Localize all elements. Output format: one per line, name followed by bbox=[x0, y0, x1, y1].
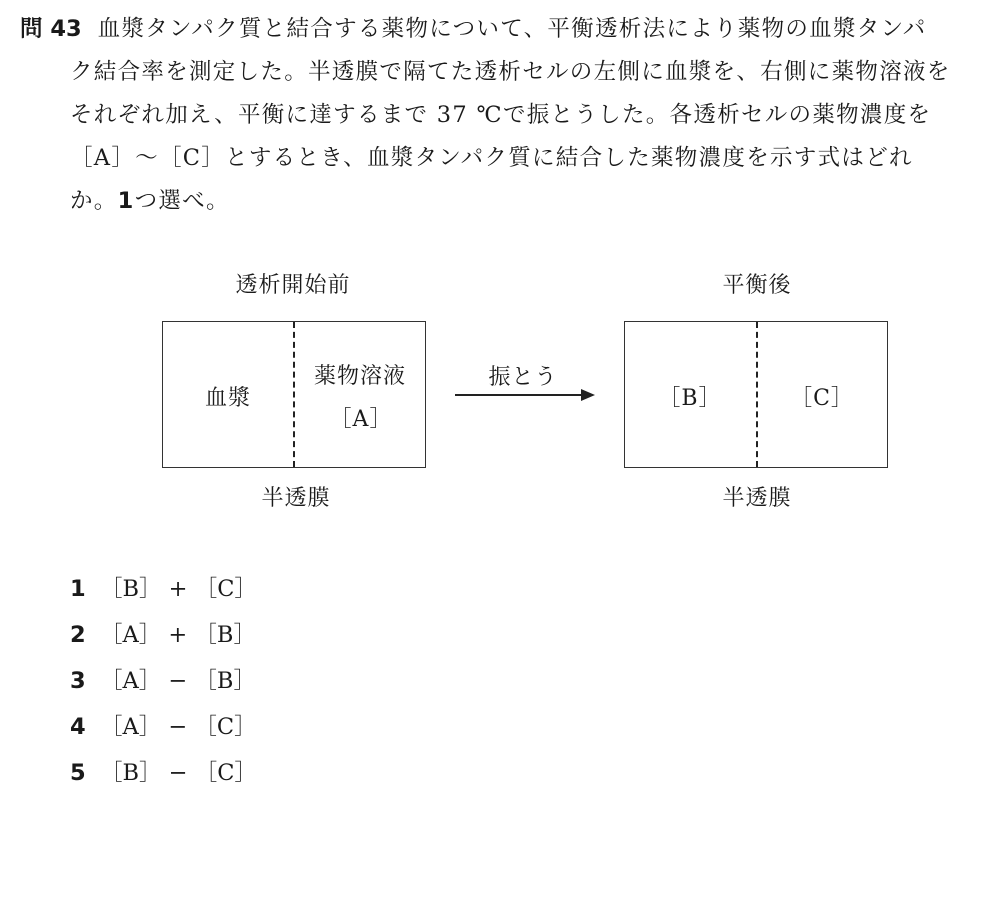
after-membrane-label: 半透膜 bbox=[722, 486, 792, 511]
option-text: ［A］ − ［B］ bbox=[100, 668, 256, 694]
option-number: 2 bbox=[70, 622, 86, 648]
question-text-1: 血漿タンパク質と結合する薬物について、平衡透析法により薬物の血漿タンパ bbox=[97, 16, 927, 42]
question-line-1 bbox=[20, 8, 988, 51]
option-number: 3 bbox=[70, 668, 86, 694]
before-right-drug-solution: 薬物溶液 bbox=[313, 364, 407, 389]
shaking-label: 振とう bbox=[488, 365, 558, 390]
question-line-2: ク結合率を測定した。半透膜で隔てた透析セルの左側に血漿を、右側に薬物溶液を bbox=[70, 59, 951, 85]
option-4[interactable] bbox=[70, 704, 257, 750]
after-membrane-line bbox=[756, 322, 758, 467]
question-line-4: ［A］～［C］とするとき、血漿タンパク質に結合した薬物濃度を示す式はどれ bbox=[70, 145, 913, 171]
question-number: 問 43 bbox=[20, 16, 82, 42]
option-5[interactable] bbox=[70, 750, 257, 796]
option-text: ［B］ − ［C］ bbox=[100, 760, 257, 786]
answer-options bbox=[70, 566, 257, 796]
option-number: 5 bbox=[70, 760, 86, 786]
after-cell bbox=[624, 321, 888, 468]
before-cell bbox=[162, 321, 426, 468]
question-line-3: それぞれ加え、平衡に達するまで 37 ℃で振とうした。各透析セルの薬物濃度を bbox=[70, 102, 932, 128]
question-line-5 bbox=[20, 180, 988, 223]
arrow-right-icon bbox=[455, 385, 597, 405]
before-left-plasma: 血漿 bbox=[204, 386, 252, 411]
option-text: ［A］ − ［C］ bbox=[100, 714, 257, 740]
option-number: 1 bbox=[70, 576, 86, 602]
question-block bbox=[20, 8, 988, 223]
after-right-conc-c: ［C］ bbox=[790, 386, 854, 411]
before-title: 透析開始前 bbox=[235, 273, 351, 298]
question-select-count: 1 bbox=[117, 188, 135, 214]
option-3[interactable] bbox=[70, 658, 257, 704]
after-left-conc-b: ［B］ bbox=[658, 386, 722, 411]
after-title: 平衡後 bbox=[722, 273, 792, 298]
option-text: ［B］ + ［C］ bbox=[100, 576, 257, 602]
option-number: 4 bbox=[70, 714, 86, 740]
option-2[interactable] bbox=[70, 612, 257, 658]
question-text-5b: つ選べ。 bbox=[134, 188, 230, 214]
before-membrane-line bbox=[293, 322, 295, 467]
option-1[interactable] bbox=[70, 566, 257, 612]
option-text: ［A］ + ［B］ bbox=[100, 622, 256, 648]
before-right-conc-a: ［A］ bbox=[329, 407, 393, 432]
question-text-5a: か。 bbox=[70, 188, 118, 214]
before-membrane-label: 半透膜 bbox=[261, 486, 331, 511]
